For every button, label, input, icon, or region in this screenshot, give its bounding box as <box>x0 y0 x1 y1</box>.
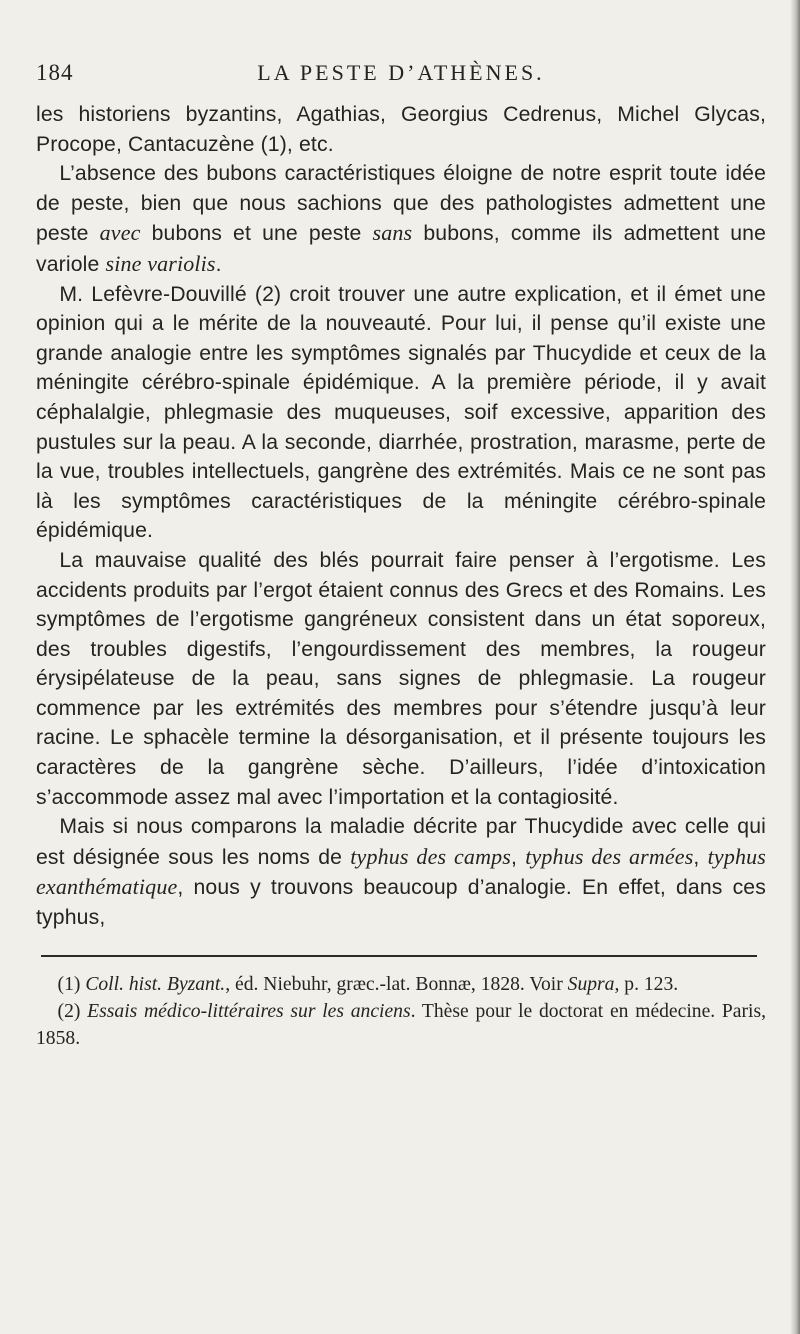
paragraph-5 <box>36 812 766 932</box>
main-text <box>36 100 766 933</box>
italic-run: sine variolis <box>105 250 216 276</box>
text-run: M. Lefèvre-Douvillé (2) croit trouver une autre explication, et il émet une opinion qui a le mérite de la nouveauté. Pour lui, il pense qu’il existe une grande analogie entre les symptômes signalés par Thucydide et ceux de la méningite cérébro-spinale épidémique. A la première période, il y avait céphalalgie, phlegmasie des muqueuses, soif excessive, apparition des pustules sur la peau. A la seconde, diarrhée, prostration, marasme, perte de la vue, troubles intellectuels, gangrène des extrémités. Mais ce ne sont pas là les symptômes caractéristiques de la méningite cérébro-spinale épidémique. <box>36 282 766 543</box>
text-run: , p. 123. <box>614 973 679 995</box>
page-number: 184 <box>36 60 74 85</box>
paragraph-2 <box>36 159 766 279</box>
text-run: , éd. Niebuhr, græc.-lat. Bonnæ, 1828. Voir <box>225 973 568 995</box>
text-run: bubons et une peste <box>140 222 373 246</box>
italic-run: sans <box>372 220 413 246</box>
italic-run: avec <box>99 220 141 246</box>
footnotes <box>36 971 766 1052</box>
text-run: . Thèse pour le doctorat en médecine. Paris, 1858. <box>36 1000 767 1049</box>
footnote-1 <box>36 971 766 998</box>
italic-run: Supra <box>567 973 615 995</box>
book-page <box>36 58 766 1052</box>
text-run: , nous y trouvons beaucoup d’analogie. En effet, dans ces typhus, <box>36 876 766 930</box>
paragraph-4 <box>36 546 766 812</box>
running-title: LA PESTE D’ATHÈNES. <box>257 60 545 85</box>
running-header <box>36 58 766 94</box>
text-run: bubons, comme ils admettent une variole <box>36 222 766 276</box>
footnote-2 <box>36 998 766 1052</box>
footnote-marker: (2) <box>57 1000 81 1022</box>
italic-run: typhus des armées <box>525 843 694 869</box>
italic-run: typhus des camps <box>350 843 511 869</box>
page-edge-shadow <box>790 0 800 1334</box>
text-run: , <box>693 845 708 869</box>
italic-run: typhus exanthématique <box>36 843 767 900</box>
italic-run: Essais médico-littéraires sur les anciens <box>87 1000 411 1022</box>
paragraph-3 <box>36 280 766 546</box>
text-run: La mauvaise qualité des blés pourrait faire penser à l’ergotisme. Les accidents produits par l’ergot étaient connus des Grecs et des Romains. Les symptômes de l’ergotisme gangréneux consistent dans un état soporeux, des troubles digestifs, l’engourdissement des membres, la rougeur érysipélateuse de la peau, sans signes de phlegmasie. La rougeur commence par les extrémités des membres pour s’étendre jusqu’à leur racine. Le sphacèle termine la désorganisation, et il présente toujours les caractères de la gangrène sèche. D’ailleurs, l’idée d’intoxication s’accommode assez mal avec l’importation et la contagiosité. <box>36 548 766 809</box>
text-run: les historiens byzantins, Agathias, Georgius Cedrenus, Michel Glycas, Procope, Cantacuzène (1), etc. <box>36 103 766 156</box>
paragraph-1 <box>36 100 766 159</box>
text-run: , <box>510 845 526 869</box>
text-run: Mais si nous comparons la maladie décrite par Thucydide avec celle qui est désignée sous les noms de <box>36 815 766 869</box>
text-run: L’absence des bubons caractéristiques éloigne de notre esprit toute idée de peste, bien que nous sachions que des pathologistes admettent une peste <box>36 162 766 246</box>
text-run: . <box>215 252 222 276</box>
footnote-divider <box>41 955 757 957</box>
italic-run: Coll. hist. Byzant. <box>85 973 226 995</box>
footnote-marker: (1) <box>57 973 81 995</box>
